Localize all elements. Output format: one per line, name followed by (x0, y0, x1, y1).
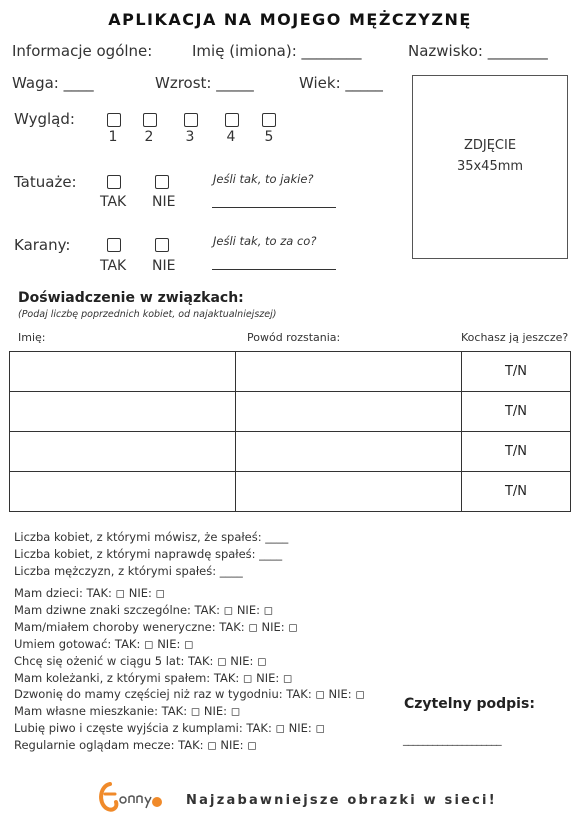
reason-cell[interactable] (236, 432, 462, 472)
name-cell[interactable] (10, 472, 236, 512)
fact-cooking[interactable]: Umiem gotować: TAK: ◻ NIE: ◻ (14, 637, 194, 651)
stat-men[interactable]: Liczba mężczyzn, z którymi spałeś: ____ (14, 564, 243, 578)
appearance-label: Wygląd: (14, 110, 75, 128)
criminal-yes-label: TAK (100, 258, 127, 274)
name-cell[interactable] (10, 392, 236, 432)
age-field[interactable]: Wiek: _____ (299, 74, 383, 92)
stat-claimed-women[interactable]: Liczba kobiet, z którymi mówisz, że spałeś: ____ (14, 530, 289, 544)
tattoos-no-label: NIE (152, 194, 176, 210)
general-info-label: Informacje ogólne: (12, 42, 153, 60)
weight-field[interactable]: Waga: ____ (12, 74, 94, 92)
criminal-answer-line[interactable] (212, 269, 336, 270)
table-row (10, 432, 571, 472)
table-row (10, 392, 571, 432)
reason-cell[interactable] (236, 472, 462, 512)
tattoos-yes-checkbox[interactable] (107, 175, 121, 189)
fact-beer[interactable]: Lubię piwo i częste wyjścia z kumplami: TAK: ◻ NIE: ◻ (14, 721, 326, 735)
fact-marry[interactable]: Chcę się ożenić w ciągu 5 lat: TAK: ◻ NIE: ◻ (14, 654, 267, 668)
relationships-table (9, 351, 571, 512)
tattoos-yes-label: TAK (100, 194, 127, 210)
photo-size: 35x45mm (456, 159, 524, 174)
name-field[interactable]: Imię (imiona): ________ (192, 42, 362, 60)
fact-mom[interactable]: Dzwonię do mamy częściej niż raz w tygodniu: TAK: ◻ NIE: ◻ (14, 687, 365, 701)
name-cell[interactable] (10, 352, 236, 392)
appearance-scale-3: 3 (185, 129, 195, 145)
criminal-no-label: NIE (152, 258, 176, 274)
table-row (10, 472, 571, 512)
appearance-scale-1: 1 (108, 129, 118, 145)
fact-diseases[interactable]: Mam/miałem choroby weneryczne: TAK: ◻ NIE: ◻ (14, 620, 298, 634)
criminal-question: Jeśli tak, to za co? (213, 234, 317, 248)
funny-logo (96, 778, 166, 814)
appearance-checkbox-4[interactable] (225, 113, 239, 127)
photo-label: ZDJĘCIE (463, 138, 517, 153)
criminal-no-checkbox[interactable] (155, 238, 169, 252)
appearance-checkbox-1[interactable] (107, 113, 121, 127)
column-reason-header: Powód rozstania: (247, 331, 341, 344)
column-love-header: Kochasz ją jeszcze? (461, 331, 569, 344)
love-cell[interactable]: T/N (462, 352, 571, 392)
tattoos-question: Jeśli tak, to jakie? (213, 172, 314, 186)
footer-tagline: Najzabawniejsze obrazki w sieci! (186, 793, 497, 808)
fact-children[interactable]: Mam dzieci: TAK: ◻ NIE: ◻ (14, 586, 166, 600)
relationships-heading: Doświadczenie w związkach: (18, 290, 244, 306)
appearance-checkbox-2[interactable] (143, 113, 157, 127)
love-cell[interactable]: T/N (462, 472, 571, 512)
fact-marks[interactable]: Mam dziwne znaki szczególne: TAK: ◻ NIE: ◻ (14, 603, 274, 617)
appearance-scale-4: 4 (226, 129, 236, 145)
signature-label: Czytelny podpis: (404, 696, 535, 712)
criminal-label: Karany: (14, 236, 71, 254)
photo-placeholder (412, 75, 568, 259)
tattoos-no-checkbox[interactable] (155, 175, 169, 189)
tattoos-label: Tatuaże: (14, 173, 77, 191)
tattoos-answer-line[interactable] (212, 207, 336, 208)
love-cell[interactable]: T/N (462, 432, 571, 472)
appearance-checkbox-3[interactable] (184, 113, 198, 127)
appearance-scale-5: 5 (264, 129, 274, 145)
signature-line[interactable]: ____________________ (403, 733, 502, 746)
reason-cell[interactable] (236, 392, 462, 432)
fact-flat[interactable]: Mam własne mieszkanie: TAK: ◻ NIE: ◻ (14, 704, 241, 718)
form-title: APLIKACJA NA MOJEGO MĘŻCZYZNĘ (108, 10, 472, 29)
height-field[interactable]: Wzrost: _____ (155, 74, 254, 92)
column-name-header: Imię: (18, 331, 46, 344)
fact-matches[interactable]: Regularnie oglądam mecze: TAK: ◻ NIE: ◻ (14, 738, 257, 752)
appearance-scale-2: 2 (144, 129, 154, 145)
appearance-checkbox-5[interactable] (262, 113, 276, 127)
relationships-subheading: (Podaj liczbę poprzednich kobiet, od najaktualniejszej) (18, 309, 277, 320)
fact-friends[interactable]: Mam koleżanki, z którymi spałem: TAK: ◻ NIE: ◻ (14, 671, 293, 685)
stat-actual-women[interactable]: Liczba kobiet, z którymi naprawdę spałeś: ____ (14, 547, 283, 561)
reason-cell[interactable] (236, 352, 462, 392)
criminal-yes-checkbox[interactable] (107, 238, 121, 252)
surname-field[interactable]: Nazwisko: ________ (408, 42, 548, 60)
love-cell[interactable]: T/N (462, 392, 571, 432)
name-cell[interactable] (10, 432, 236, 472)
table-row (10, 352, 571, 392)
